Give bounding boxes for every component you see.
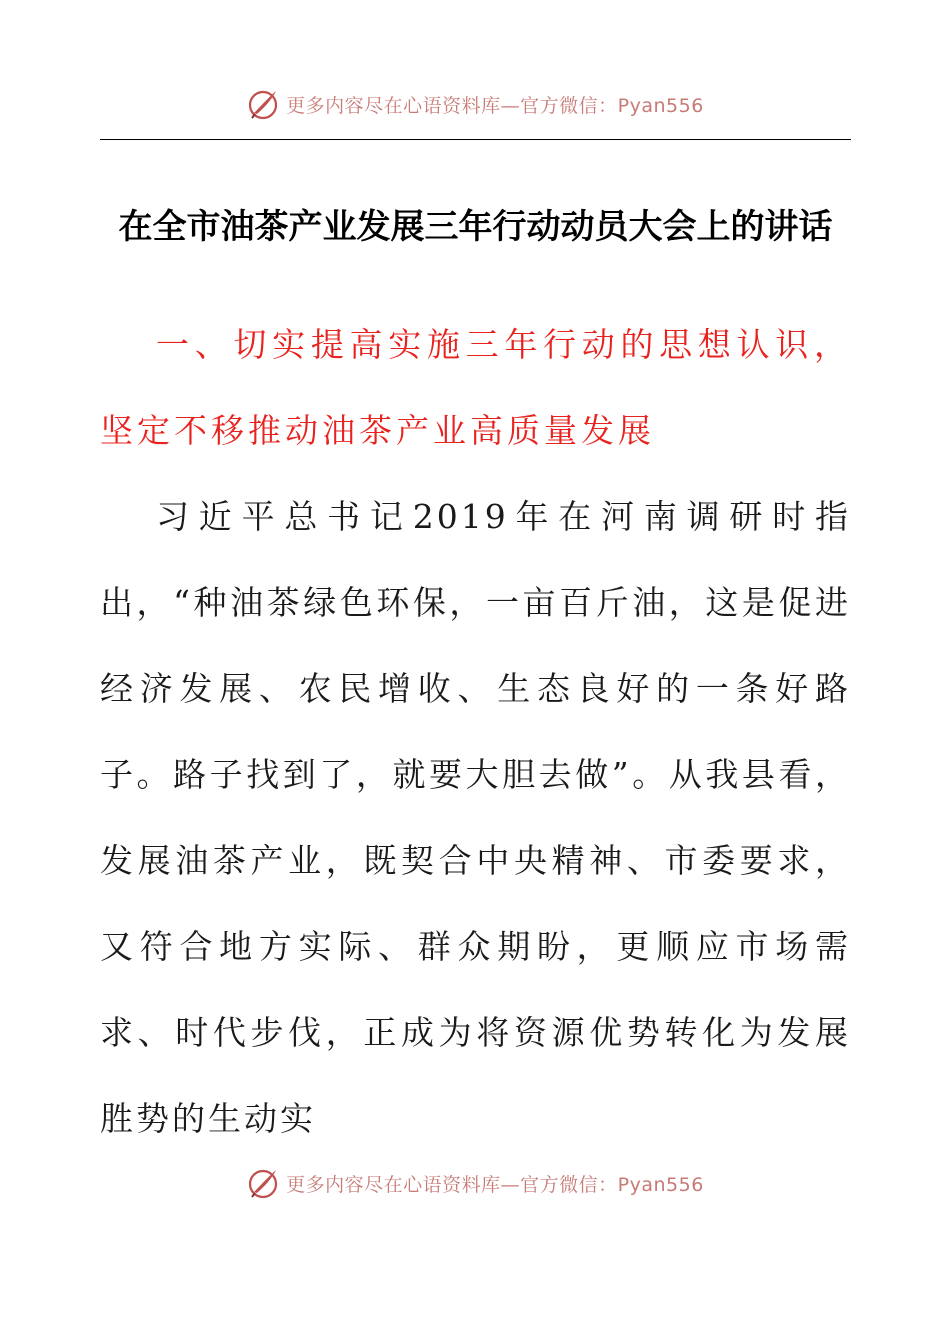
document-title: 在全市油茶产业发展三年行动动员大会上的讲话 (118, 207, 833, 247)
footer-banner (0, 1163, 950, 1203)
banner-text: 更多内容尽在心语资料库—官方微信：Pyan556 (286, 94, 704, 117)
quill-pen-logo-icon (246, 1166, 280, 1200)
body-paragraph: 习近平总书记2019年在河南调研时指出，“种油茶绿色环保，一亩百斤油，这是促进经济发展、农民增收、生态良好的一条好路子。路子找到了，就要大胆去做”。从我县看，发展油茶产业，既契合中央精神、市委要求，又符合地方实际、群众期盼，更顺应市场需求、时代步伐，正成为将资源优势转化为发展胜势的生动实 (100, 497, 851, 1138)
quill-pen-logo-icon (246, 87, 280, 121)
section-heading: 一、切实提高实施三年行动的思想认识，坚定不移推动油茶产业高质量发展 (100, 325, 851, 450)
wechat-id: Pyan556 (617, 1173, 704, 1196)
header-banner (0, 84, 950, 124)
banner-text: 更多内容尽在心语资料库—官方微信：Pyan556 (286, 1173, 704, 1196)
header-divider (100, 139, 851, 140)
wechat-id: Pyan556 (617, 94, 704, 117)
